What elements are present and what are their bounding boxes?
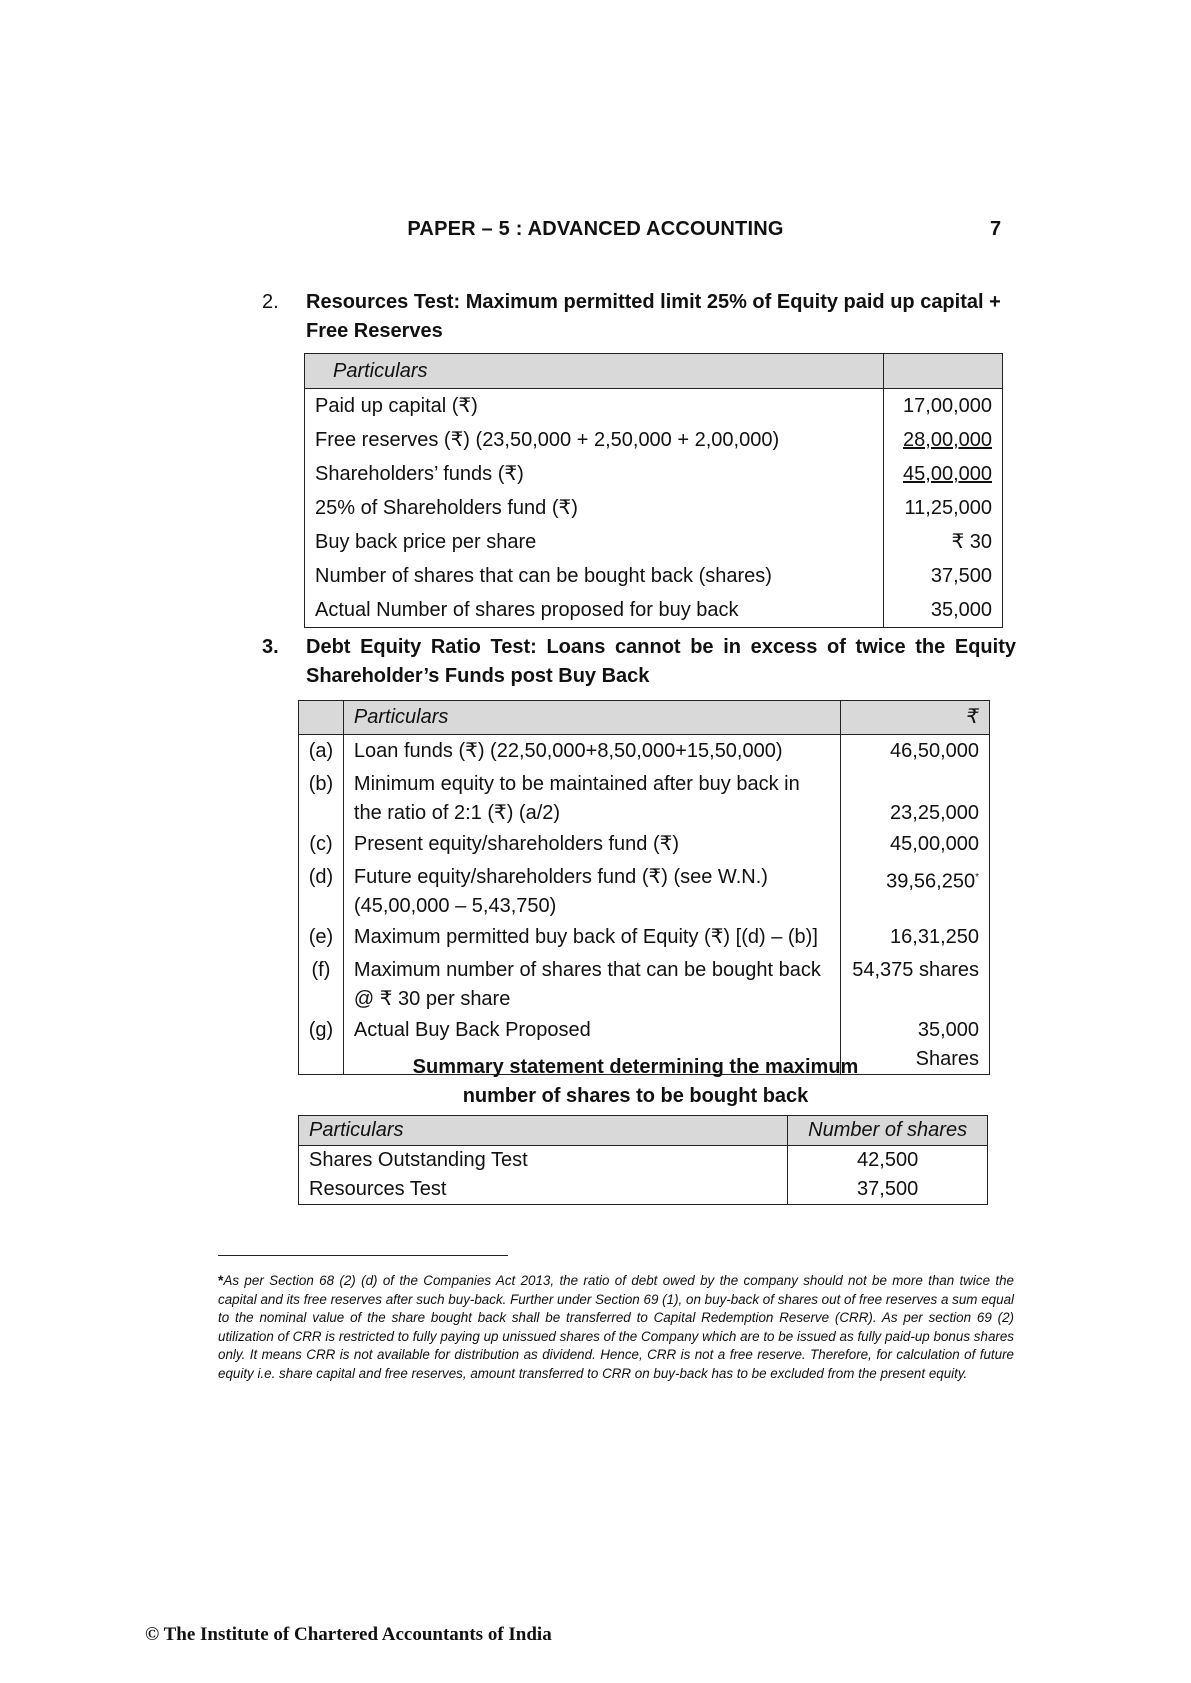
row-index: (c) bbox=[299, 828, 344, 861]
column-header-amount bbox=[884, 354, 1003, 389]
row-description: Minimum equity to be maintained after buy back in the ratio of 2:1 (₹) (a/2) bbox=[343, 768, 840, 828]
row-description: Loan funds (₹) (22,50,000+8,50,000+15,50,000) bbox=[343, 735, 840, 769]
table-row bbox=[305, 559, 1003, 593]
table-row bbox=[305, 423, 1003, 457]
row-value: 11,25,000 bbox=[884, 491, 1003, 525]
footnote-divider bbox=[218, 1255, 508, 1256]
row-description: Future equity/shareholders fund (₹) (see W.N.) (45,00,000 – 5,43,750) bbox=[343, 861, 840, 921]
table-row bbox=[299, 954, 990, 1014]
row-value: 37,500 bbox=[884, 559, 1003, 593]
row-index: (g) bbox=[299, 1014, 344, 1075]
table-row bbox=[299, 768, 990, 828]
table-row bbox=[305, 491, 1003, 525]
table-header-row bbox=[299, 701, 990, 735]
row-value: 23,25,000 bbox=[841, 768, 990, 828]
column-header-number-of-shares: Number of shares bbox=[788, 1116, 988, 1146]
table-header-row bbox=[305, 354, 1003, 389]
row-value: 54,375 shares bbox=[841, 954, 990, 1014]
table-header-row bbox=[299, 1116, 988, 1146]
summary-title bbox=[0, 1053, 1191, 1111]
table-row bbox=[305, 389, 1003, 424]
section-3-title: Debt Equity Ratio Test: Loans cannot be in excess of twice the Equity Shareholder’s Funds post Buy Back bbox=[306, 636, 1016, 687]
table-row bbox=[299, 1146, 988, 1176]
row-value: 35,000 Shares bbox=[841, 1014, 990, 1075]
row-index: (a) bbox=[299, 735, 344, 769]
row-description: Maximum number of shares that can be bought back @ ₹ 30 per share bbox=[343, 954, 840, 1014]
row-value: 28,00,000 bbox=[903, 429, 992, 451]
copyright-footer: © The Institute of Chartered Accountants of India bbox=[145, 1624, 552, 1645]
row-value: ₹ 30 bbox=[884, 525, 1003, 559]
column-header-rupee: ₹ bbox=[841, 701, 990, 735]
row-description: Actual Buy Back Proposed bbox=[343, 1014, 840, 1075]
footnote-text: As per Section 68 (2) (d) of the Companies Act 2013, the ratio of debt owed by the company should not be more than twice the capital and its free reserves after such buy-back. Further under Section 69 (1), on buy-back of shares out of free reserves a sum equal to the nominal value of the share bought back shall be transferred to Capital Redemption Reserve (CRR). As per section 69 (2) utilization of CRR is restricted to fully paying up unissued shares of the Company which are to be issued as fully paid-up bonus shares only. It means CRR is not available for distribution as dividend. Hence, CRR is not a free reserve. Therefore, for calculation of future equity i.e. share capital and free reserves, amount transferred to CRR on buy-back has to be excluded from the present equity. bbox=[218, 1273, 1014, 1381]
row-index: (b) bbox=[299, 768, 344, 828]
column-header-label bbox=[299, 701, 344, 735]
row-value: 42,500 bbox=[788, 1146, 988, 1176]
page-number: 7 bbox=[990, 218, 1002, 240]
row-index: (d) bbox=[299, 861, 344, 921]
row-value: 17,00,000 bbox=[884, 389, 1003, 424]
summary-title-line-1: Summary statement determining the maximum bbox=[412, 1056, 859, 1078]
table-row bbox=[305, 525, 1003, 559]
row-value: 39,56,250 bbox=[886, 870, 976, 893]
footnote-mark: * bbox=[218, 1272, 224, 1288]
page-header-title: PAPER – 5 : ADVANCED ACCOUNTING bbox=[407, 218, 784, 240]
table-row bbox=[299, 1175, 988, 1205]
table-row bbox=[299, 861, 990, 921]
table-row bbox=[299, 921, 990, 954]
row-label: Shares Outstanding Test bbox=[299, 1146, 788, 1176]
section-2-number: 2. bbox=[262, 291, 279, 313]
table-row bbox=[305, 457, 1003, 491]
row-label: Number of shares that can be bought back (shares) bbox=[305, 559, 884, 593]
row-description: Maximum permitted buy back of Equity (₹) [(d) – (b)] bbox=[343, 921, 840, 954]
debt-equity-ratio-table bbox=[298, 700, 990, 1075]
row-description: Present equity/shareholders fund (₹) bbox=[343, 828, 840, 861]
table-row bbox=[299, 735, 990, 769]
section-2-title: Resources Test: Maximum permitted limit 25% of Equity paid up capital + Free Reserves bbox=[306, 291, 1001, 342]
row-label: Actual Number of shares proposed for buy back bbox=[305, 593, 884, 628]
row-label: Shareholders’ funds (₹) bbox=[305, 457, 884, 491]
footnote bbox=[218, 1271, 1014, 1383]
column-header-particulars: Particulars bbox=[305, 354, 884, 389]
summary-title-line-2: number of shares to be bought back bbox=[462, 1085, 809, 1107]
row-value: 16,31,250 bbox=[841, 921, 990, 954]
table-row bbox=[299, 828, 990, 861]
row-label: Free reserves (₹) (23,50,000 + 2,50,000 + 2,00,000) bbox=[305, 423, 884, 457]
row-label: Paid up capital (₹) bbox=[305, 389, 884, 424]
footnote-mark: * bbox=[975, 872, 979, 883]
row-value: 35,000 bbox=[884, 593, 1003, 628]
row-index: (e) bbox=[299, 921, 344, 954]
row-value: 45,00,000 bbox=[841, 828, 990, 861]
row-index: (f) bbox=[299, 954, 344, 1014]
summary-table bbox=[298, 1115, 988, 1205]
row-label: Buy back price per share bbox=[305, 525, 884, 559]
section-3-number: 3. bbox=[262, 636, 279, 658]
table-row bbox=[305, 593, 1003, 628]
column-header-particulars: Particulars bbox=[343, 701, 840, 735]
row-label: 25% of Shareholders fund (₹) bbox=[305, 491, 884, 525]
row-label: Resources Test bbox=[299, 1175, 788, 1205]
row-value: 37,500 bbox=[788, 1175, 988, 1205]
row-value: 45,00,000 bbox=[903, 463, 992, 485]
row-value: 46,50,000 bbox=[841, 735, 990, 769]
column-header-particulars: Particulars bbox=[299, 1116, 788, 1146]
resources-test-table bbox=[304, 353, 1003, 628]
